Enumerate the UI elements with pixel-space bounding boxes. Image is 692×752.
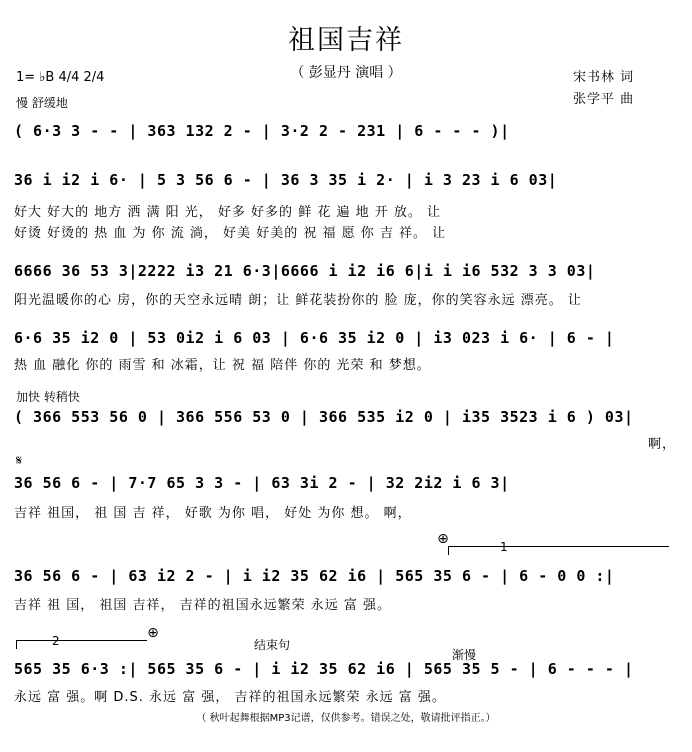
lyric-line-2: 阳光温暖你的心 房，你的天空永远晴 朗；让 鲜花装扮你的 脸 庞，你的笑容永远 漂亮。 让	[14, 293, 582, 308]
lyric-line-1b: 好烫 好烫的 热 血 为 你 流 淌， 好美 好美的 祝 福 愿 你 吉 祥。 让	[14, 226, 447, 241]
lyricist: 宋书林 词	[573, 70, 635, 85]
coda-icon-2: ⊕	[147, 625, 159, 641]
key-signature: 1= ♭B 4/4 2/4	[16, 70, 105, 85]
notation-line-2: 6666 36 53 3|2222 i3 21 6·3|6666 i i2 i6 6|i i i6 532 3 3 03|	[14, 262, 596, 280]
volta-bracket-1	[448, 546, 669, 555]
lyric-line-6: 吉祥 祖 国， 祖国 吉祥， 吉祥的祖国永远繁荣 永远 富 强。	[14, 598, 392, 613]
notation-line-interlude: ( 366 553 56 0 | 366 556 53 0 | 366 535 i2 0 | i35 3523 i 6 ) 03|	[14, 408, 634, 426]
notation-line-1: 36 i i2 i 6· | 5 3 56 6 - | 36 3 35 i 2· | i 3 23 i 6 03|	[14, 171, 558, 189]
tempo-change-mark: 加快 转稍快	[16, 390, 80, 404]
notation-line-5: 36 56 6 - | 7·7 65 3 3 - | 63 3i 2 - | 32 2i2 i 6 3|	[14, 474, 510, 492]
notation-line-6: 36 56 6 - | 63 i2 2 - | i i2 35 62 i6 | 565 35 6 - | 6 - 0 0 :|	[14, 567, 615, 585]
song-title: 祖国吉祥	[288, 25, 404, 56]
volta-number-1: 1	[500, 540, 508, 554]
lyric-interlude: 啊，	[648, 437, 677, 452]
transcription-note: （ 秋叶起舞根据MP3记谱，仅供参考。错误之处，敬请批评指正。）	[196, 713, 496, 724]
notation-line-3: 6·6 35 i2 0 | 53 0i2 i 6 03 | 6·6 35 i2 0 | i3 023 i 6· | 6 - |	[14, 329, 615, 347]
volta-number-2: 2	[52, 634, 60, 648]
lyric-line-1a: 好大 好大的 地方 洒 满 阳 光， 好多 好多的 鲜 花 遍 地 开 放。 让	[14, 205, 441, 220]
lyric-line-5: 吉祥 祖国， 祖 国 吉 祥， 好歌 为你 唱， 好处 为你 想。 啊，	[14, 506, 412, 521]
volta-bracket-2	[16, 640, 147, 649]
coda-icon: ⊕	[437, 531, 449, 547]
song-subtitle: （ 彭显丹 演唱 ）	[290, 65, 402, 81]
notation-line-7: 565 35 6·3 :| 565 35 6 - | i i2 35 62 i6 | 565 35 5 - | 6 - - - |	[14, 660, 634, 678]
notation-line-intro: ( 6·3 3 - - | 363 132 2 - | 3·2 2 - 231 | 6 - - - )|	[14, 122, 510, 140]
lyric-line-7: 永远 富 强。啊 D.S. 永远 富 强， 吉祥的祖国永远繁荣 永远 富 强。	[14, 690, 446, 705]
fine-section-label: 结束句	[254, 638, 291, 652]
tempo-mark: 慢 舒缓地	[16, 96, 68, 110]
ritardando-mark: 渐慢	[452, 648, 477, 662]
composer: 张学平 曲	[573, 92, 635, 107]
segno-icon: 𝄋	[16, 453, 23, 469]
lyric-line-3: 热 血 融化 你的 雨雪 和 冰霜，让 祝 福 陪伴 你的 光荣 和 梦想。	[14, 358, 431, 373]
